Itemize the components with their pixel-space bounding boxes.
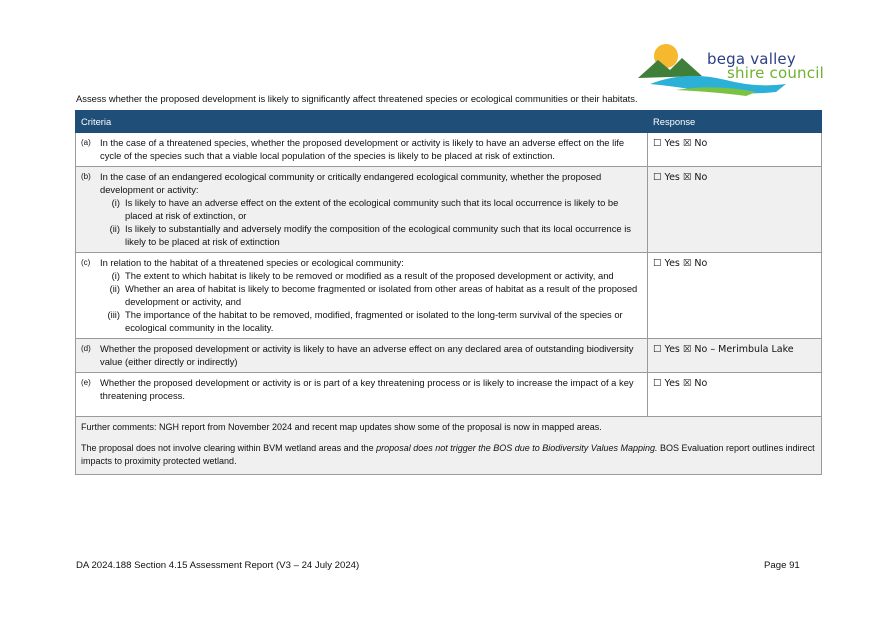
logo-text-top: bega valley <box>707 50 796 68</box>
assessment-table <box>75 110 822 475</box>
logo-text-bottom: shire council <box>727 64 824 82</box>
table-row <box>76 253 822 339</box>
row-letter: (d) <box>81 344 91 353</box>
row-text: Whether the proposed development or activity is or is part of a key threatening process or is likely to increase the impact of a key threatening process. <box>100 377 634 401</box>
response-checkbox: ☐ Yes ☒ No – Merimbula Lake <box>653 344 794 355</box>
sub-item: (i) Is likely to have an adverse effect on the extent of the ecological community such that its local occurrence is likely to be placed at risk of extinction, or <box>111 197 619 221</box>
table-header-row <box>76 111 822 133</box>
comments-row <box>76 417 822 475</box>
sub-item: (iii) The importance of the habitat to be removed, modified, fragmented or isolated to the long-term survival of the species or ecological community in the locality. <box>107 309 623 333</box>
table-row <box>76 167 822 253</box>
sub-item: (i) The extent to which habitat is likely to be removed or modified as a result of the proposed development or activity, and <box>111 270 614 281</box>
row-letter: (e) <box>81 378 91 387</box>
response-header: Response <box>648 111 822 133</box>
response-checkbox: ☐ Yes ☒ No <box>653 172 708 183</box>
footer-report-title: DA 2024.188 Section 4.15 Assessment Report (V3 – 24 July 2024) <box>76 560 360 571</box>
response-checkbox: ☐ Yes ☒ No <box>653 258 708 269</box>
sub-item: (ii) Is likely to substantially and adversely modify the composition of the ecological community such that its local occurrence is likely to be placed at risk of extinction <box>109 223 631 247</box>
table-row <box>76 339 822 373</box>
row-letter: (a) <box>81 138 91 147</box>
sub-item: (ii) Whether an area of habitat is likely to become fragmented or isolated from other areas of habitat as a result of the proposed development or activity, and <box>109 283 638 307</box>
comments-line-2: The proposal does not involve clearing within BVM wetland areas and the proposal does not trigger the BOS due to Biodiversity Values Mapping. BOS Evaluation report outlines indirect impacts to proximity protected wetland. <box>81 443 815 466</box>
row-letter: (c) <box>81 258 91 267</box>
criteria-header: Criteria <box>76 111 648 133</box>
table-row <box>76 133 822 167</box>
comments-line-1: Further comments: NGH report from November 2024 and recent map updates show some of the proposal is now in mapped areas. <box>81 422 602 432</box>
intro-text: Assess whether the proposed development is likely to significantly affect threatened species or ecological communities or their habitats. <box>76 93 638 104</box>
row-text: In the case of an endangered ecological community or critically endangered ecological community, whether the proposed development or activity: <box>100 171 602 195</box>
response-checkbox: ☐ Yes ☒ No <box>653 378 708 389</box>
row-text: Whether the proposed development or activity is likely to have an adverse effect on any declared area of outstanding biodiversity value (either directly or indirectly) <box>100 343 634 367</box>
response-checkbox: ☐ Yes ☒ No <box>653 138 708 149</box>
row-text: In the case of a threatened species, whether the proposed development or activity is likely to have an adverse effect on the life cycle of the species such that a viable local population of the species is likely to be placed at risk of extinction. <box>100 137 625 161</box>
footer-page-number: Page 91 <box>764 560 800 571</box>
row-letter: (b) <box>81 172 91 181</box>
table-row <box>76 373 822 417</box>
row-text: In relation to the habitat of a threatened species or ecological community: <box>100 257 404 268</box>
